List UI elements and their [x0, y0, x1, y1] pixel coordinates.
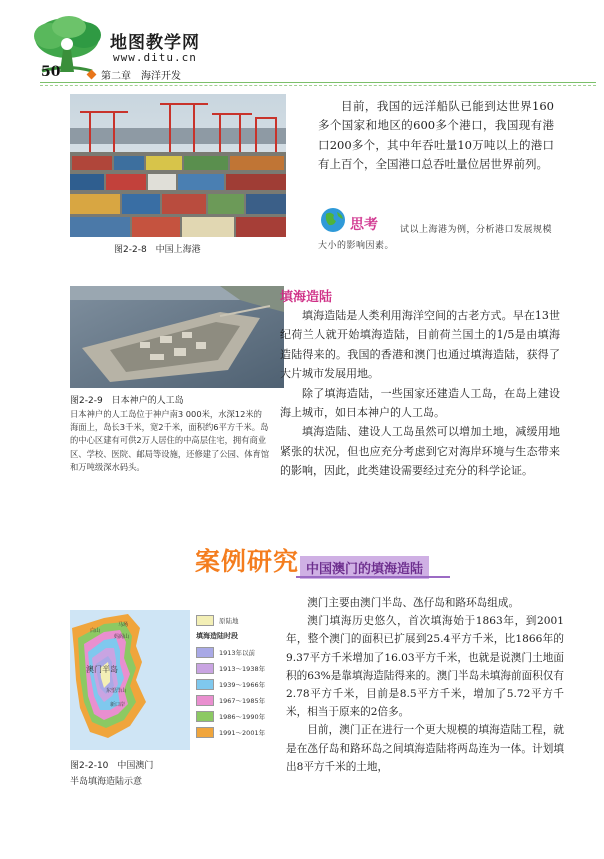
legend-period-label: 1991～2001年: [219, 728, 266, 737]
legend-periods: [196, 644, 276, 740]
logo-url: www.ditu.cn: [113, 51, 197, 64]
figure-10-caption-2: 半岛填海造陆示意: [70, 777, 143, 787]
think-text: 试以上海港为例，分析港口发展规模大小的影响因素。: [318, 225, 553, 251]
legend-period-label: 1967～1985年: [219, 696, 266, 705]
legend-period-item: [196, 724, 276, 740]
legend-swatch: [196, 663, 214, 674]
map-label-machang: 马场: [118, 622, 129, 628]
legend-period-label: 1986～1990年: [219, 712, 266, 721]
case-study-label: 案例研究: [195, 547, 300, 576]
legend-original-land: 原陆地: [196, 612, 276, 628]
map-label-peninsula: 澳门半岛: [86, 665, 118, 674]
case-paragraph-2: 澳门填海历史悠久，首次填海始于1863年，到2001年，整个澳门的面积已扩展到25.4平方千米，比1866年的9.37平方千米增加了16.03平方千米，也就是说澳门土地面积的63%是靠填海造陆得来的。澳门半岛未填海前面积仅有2.78平方千米，目前是8.5平方千米，增加了5.72平方千米，相当于原来的2倍多。: [286, 615, 564, 719]
kobe-note: 日本神户的人工岛位于神户南3 000米，水深12米的海面上，岛长3千米，宽2千米，面积约6平方千米。岛的中心区建有可供2万人居住的中高层住宅，拥有商业区、学校、医院、邮局等设施，还修建了公园、体育馆和万吨级深水码头。: [70, 409, 270, 472]
diamond-bullet-icon: [87, 70, 97, 80]
legend-period-item: [196, 644, 276, 660]
legend-swatch-original: [196, 615, 214, 626]
reclaim-body: [280, 306, 560, 481]
header-rule: [40, 82, 596, 83]
legend-swatch: [196, 647, 214, 658]
chapter-heading: [88, 67, 181, 82]
case-paragraph-1: 澳门主要由澳门半岛、氹仔岛和路环岛组成。: [307, 597, 520, 609]
map-label-baishan: 白山: [90, 628, 101, 634]
reclaim-paragraph-1: 填海造陆是人类利用海洋空间的古老方式。早在13世纪荷兰人就开始填海造陆，目前荷兰国土的1/5是由填海造陆得来的。我国的香港和澳门也通过填海造陆，获得了大片城市发展用地。: [280, 309, 560, 381]
case-underline: [296, 576, 450, 578]
header-rule-dashed: [40, 85, 596, 86]
case-study-title: 中国澳门的填海造陆: [300, 556, 429, 579]
map-legend: [196, 612, 276, 740]
think-title: 思考: [350, 217, 378, 233]
map-label-xinkouan: 新口岸: [110, 702, 126, 708]
legend-swatch: [196, 727, 214, 738]
port-paragraph-text: 目前，我国的远洋船队已能到达世界160多个国家和地区的600多个港口，我国现有港口200多个，其中年吞吐量10万吨以上的港口有上百个，全国港口总吞吐量位居世界前列。: [318, 99, 554, 172]
figure-9-caption: 图2-2-9 日本神户的人工岛: [70, 396, 184, 406]
legend-period-item: [196, 676, 276, 692]
legend-swatch: [196, 679, 214, 690]
logo-name: 地图教学网: [110, 33, 200, 53]
legend-period-label: 1913年以前: [219, 648, 256, 657]
legend-period-item: [196, 692, 276, 708]
legend-period-label: 1913～1938年: [219, 664, 266, 673]
legend-title: 填海造陆时段: [196, 632, 238, 640]
case-body: [286, 594, 564, 776]
reclaim-paragraph-3: 填海造陆、建设人工岛虽然可以增加土地，减缓用地紧张的状况，但也应充分考虑到它对海岸环境与生态带来的影响，因此，此类建设需要经过充分的科学论证。: [280, 425, 560, 478]
legend-swatch: [196, 695, 214, 706]
macau-map: [70, 610, 190, 750]
reclaim-paragraph-2: 除了填海造陆，一些国家还建造人工岛，在岛上建设海上城市，如日本神户的人工岛。: [280, 386, 560, 420]
legend-swatch: [196, 711, 214, 722]
map-label-barra-hill: 妈阁山: [114, 634, 130, 640]
case-paragraph-3: 目前，澳门正在进行一个更大规模的填海造陆工程，就是在氹仔岛和路环岛之间填海造陆将两岛连为一体。计划填出8平方千米的土地，: [286, 724, 564, 773]
reclaim-section-title: 填海造陆: [280, 290, 333, 305]
legend-period-item: [196, 708, 276, 724]
legend-period-label: 1939～1966年: [219, 680, 266, 689]
shanghai-port-photo: [70, 94, 286, 237]
page-number: 50: [41, 64, 61, 80]
chapter-label: 第二章 海洋开发: [101, 71, 181, 82]
legend-period-item: [196, 660, 276, 676]
port-paragraph: [318, 97, 554, 175]
kobe-island-photo: [70, 286, 284, 388]
figure-8-caption: 图2-2-8 中国上海港: [114, 245, 201, 255]
map-label-guia-hill: 东望洋山: [106, 688, 127, 694]
figure-10-caption-1: 图2-2-10 中国澳门: [70, 761, 154, 771]
